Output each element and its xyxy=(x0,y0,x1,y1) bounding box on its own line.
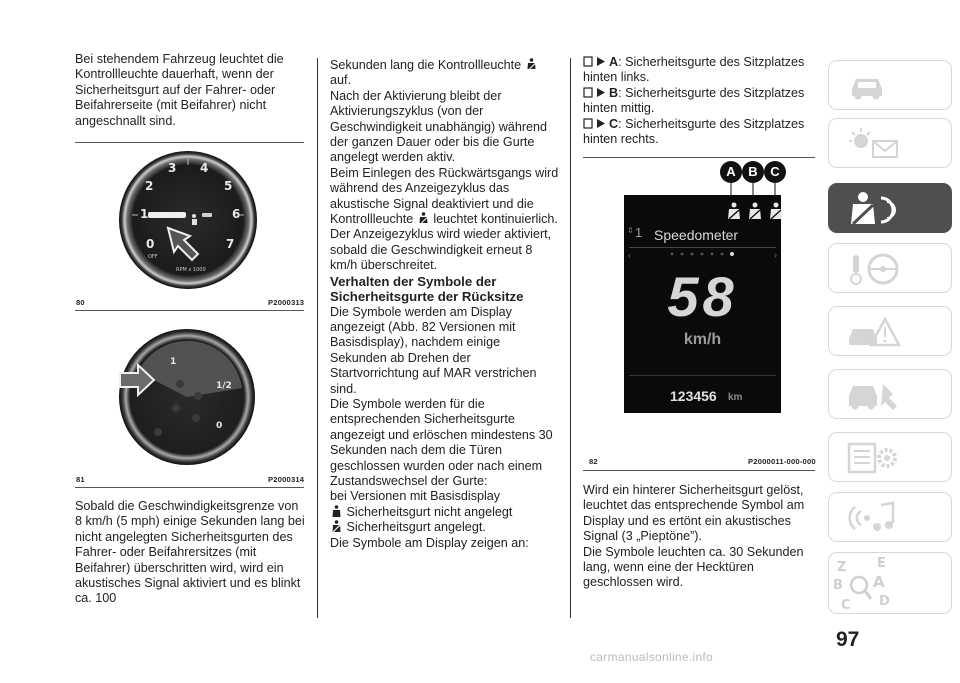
legend-item-c: C: Sicherheitsgurte des Sitzplatzes hinten rechts. xyxy=(583,116,805,147)
tab-maintenance[interactable] xyxy=(828,369,952,419)
paragraph-2: Nach der Aktivierung bleibt der Aktivierungszyklus (von der Geschwindigkeit unabhängig) während der ganzen Dauer oder bis die Gurte angelegt werden aktiv. xyxy=(330,88,548,165)
seatbelt-warning-icon xyxy=(526,58,537,71)
page-dots xyxy=(664,250,744,258)
column-left-body xyxy=(75,499,307,607)
column-middle xyxy=(330,58,560,551)
seatbelt-warning-icon xyxy=(418,212,429,225)
symbol-unfastened-line: Sicherheitsgurt nicht angelegt xyxy=(330,505,560,520)
tick-4: 4 xyxy=(200,161,209,175)
index-letter-d: D xyxy=(879,594,890,609)
multimedia-icon xyxy=(845,499,901,537)
tab-starting-driving[interactable] xyxy=(828,243,952,293)
tab-car[interactable] xyxy=(828,60,952,110)
tab-multimedia[interactable] xyxy=(828,492,952,542)
left-arrow-icon: ‹ xyxy=(628,250,631,260)
odometer-unit: km xyxy=(728,392,743,403)
figure-80-code: P2000313 xyxy=(268,298,305,307)
menu-divider xyxy=(629,247,776,248)
body-paragraph: Sobald die Geschwindigkeitsgrenze von 8 km/h (5 mph) einige Sekunden lang bei nicht angelegten Sicherheitsgurten des Fahrer- oder Beifahrersitzes (mit Beifahrer) überschritten wird, wird ein akustisches Signal aktiviert und es blinkt ca. 100 xyxy=(75,499,305,606)
menu-arrows-icon: ⇕ xyxy=(627,226,634,235)
lights-message-icon xyxy=(847,127,903,161)
tick-3: 3 xyxy=(168,161,177,175)
figure-82-code: P2000011-000-000 xyxy=(748,457,816,466)
index-letters-icon xyxy=(829,553,953,615)
label-a: A xyxy=(720,161,742,183)
gauge-needle xyxy=(148,212,186,218)
bullet-arrow-icon xyxy=(583,118,609,129)
figure-82-top-rule xyxy=(583,157,815,158)
figure-80-top-rule xyxy=(75,142,304,143)
tick-7: 7 xyxy=(226,237,235,251)
car-service-icon xyxy=(845,378,901,412)
bullet-arrow-icon xyxy=(583,56,609,67)
figure-82-bottom-rule xyxy=(583,470,815,471)
label-b: B xyxy=(742,161,764,183)
label-c: C xyxy=(764,161,786,183)
column-left xyxy=(75,52,305,129)
index-letter-a: A xyxy=(873,573,885,591)
seatbelt-unfastened-icon xyxy=(331,505,342,518)
figure-80-bottom-rule xyxy=(75,310,304,311)
paragraph-1: Sekunden lang die Kontrollleuchte auf. xyxy=(330,58,560,89)
figure-80-number: 80 xyxy=(76,298,85,307)
warning-triangle-car-icon xyxy=(845,315,901,349)
speed-value: 58 xyxy=(667,265,738,328)
off-label: OFF xyxy=(148,254,158,260)
gauge-needle-tip xyxy=(202,213,212,217)
intro-paragraph: Bei stehendem Fahrzeug leuchtet die Kontrollleuchte dauerhaft, wenn der Sicherheitsgurt auf der Fahrer- oder Beifahrerseite (mit Beifahrer) nicht angeschnallt sind. xyxy=(75,52,284,128)
car-icon xyxy=(847,71,887,101)
odometer-value: 123456 xyxy=(670,388,717,404)
tick-2: 2 xyxy=(145,179,154,193)
figure-80-tachometer xyxy=(118,150,258,290)
tab-specifications[interactable] xyxy=(828,432,952,482)
legend-item-a: A: Sicherheitsgurte des Sitzplatzes hinten links. xyxy=(583,55,805,85)
tick-5: 5 xyxy=(224,179,233,193)
fuel-tick-1: 1 xyxy=(170,357,177,367)
paragraph-6: bei Versionen mit Basisdisplay xyxy=(330,489,501,504)
index-letter-e: E xyxy=(877,556,886,571)
odometer-divider xyxy=(629,375,776,376)
legend-item-b: B: Sicherheitsgurte des Sitzplatzes hinten mittig. xyxy=(583,85,805,116)
column-separator-2 xyxy=(570,58,571,618)
menu-index: 1 xyxy=(635,225,643,240)
symbol-fastened-line: Sicherheitsgurt angelegt. xyxy=(330,520,560,535)
seatbelt-fastened-icon xyxy=(331,520,342,533)
footer-watermark[interactable]: carmanualsonline.info xyxy=(590,650,714,664)
index-letter-c: C xyxy=(841,598,851,613)
figure-82-number: 82 xyxy=(589,457,598,466)
index-letter-z: Z xyxy=(837,560,847,575)
tab-lights-messages[interactable] xyxy=(828,118,952,168)
paragraph-2: Die Symbole leuchten ca. 30 Sekunden lang, wenn eine der Hecktüren geschlossen wird. xyxy=(583,544,804,590)
tab-index[interactable] xyxy=(828,552,952,614)
figure-81-code: P2000314 xyxy=(268,475,305,484)
fuel-tick-0: 0 xyxy=(216,421,223,431)
figure-81-bottom-rule xyxy=(75,487,304,488)
instrument-display xyxy=(624,195,781,413)
key-steering-wheel-icon xyxy=(845,252,901,286)
figure-81-number: 81 xyxy=(76,475,85,484)
seatbelt-airbag-icon xyxy=(847,190,903,228)
paragraph-1: Wird ein hinterer Sicherheitsgurt gelöst, leuchtet das entsprechende Symbol am Display und es ertönt ein akustisches Signal (3 „Pieptöne”). xyxy=(583,483,805,544)
bullet-arrow-icon xyxy=(583,87,609,98)
page-number: 97 xyxy=(836,628,860,651)
paragraph-5: Die Symbole werden für die entsprechenden Sicherheitsgurte angezeigt und erlöschen mindestens 30 Sekunden nach dem die Türen geschlossen wurden oder nach einem Zustandswechsel der Gurte: xyxy=(330,396,553,488)
right-arrow-icon: › xyxy=(774,250,777,260)
paragraph-4: Die Symbole werden am Display angezeigt (Abb. 82 Versionen mit Basisdisplay), nachdem einige Sekunden ab Drehen der Startvorrichtung auf MAR verstrichen sind. xyxy=(330,304,537,396)
column-separator-1 xyxy=(317,58,318,618)
speed-unit: km/h xyxy=(683,331,722,348)
tab-safety[interactable] xyxy=(828,183,952,233)
tick-0: 0 xyxy=(146,237,155,251)
rpm-label: RPM x 1000 xyxy=(176,267,206,273)
tab-emergency[interactable] xyxy=(828,306,952,356)
magnifier-icon xyxy=(851,577,867,593)
specifications-gear-icon xyxy=(845,440,901,476)
index-letter-b: B xyxy=(833,578,843,593)
column-right-body xyxy=(583,483,817,591)
paragraph-3: Beim Einlegen des Rückwärtsgangs wird während des Anzeigezyklus das akustische Signal deaktiviert und die Kontrollleuchte leuchtet kontinuierlich. Der Anzeigezyklus wird wieder aktiviert, sobald die Geschwindigkeit erneut 8 km/h überschreitet. xyxy=(330,165,559,273)
rear-seatbelt-icons xyxy=(726,201,786,223)
tick-6: 6 xyxy=(232,207,241,221)
section-heading: Verhalten der Symbole der Sicherheitsgurte der Rücksitze xyxy=(330,273,524,305)
paragraph-7: Die Symbole am Display zeigen an: xyxy=(330,535,529,550)
column-right xyxy=(583,55,815,147)
fuel-tick-half: 1/2 xyxy=(216,381,232,391)
figure-81-fuel-gauge xyxy=(118,328,256,466)
tick-1: 1 xyxy=(140,207,149,221)
menu-title: Speedometer xyxy=(654,227,739,243)
